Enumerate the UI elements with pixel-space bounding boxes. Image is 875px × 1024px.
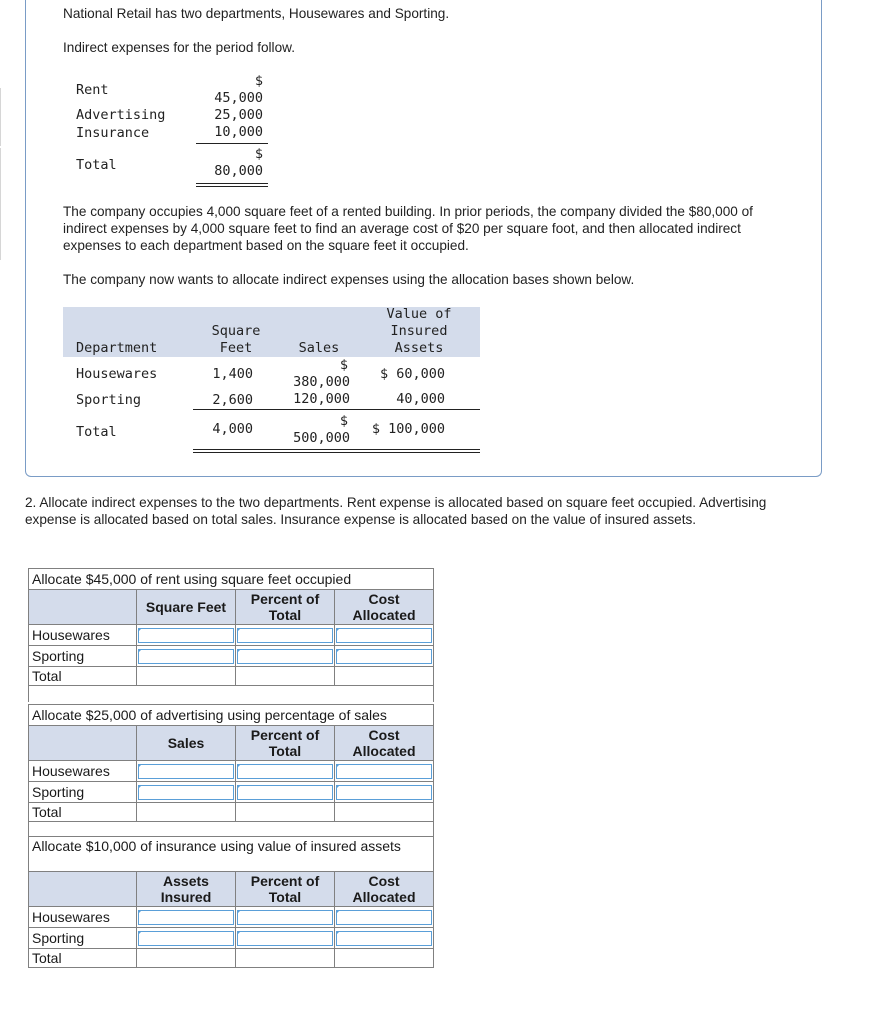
bases-row-sales-dollar: $ [339, 357, 348, 373]
bases-row-sqft: 1,400 [212, 366, 253, 382]
expense-amount-advertising: 25,000 [214, 107, 263, 123]
bases-header-sales: Sales [298, 340, 340, 356]
expense-label-advertising: Advertising [76, 107, 166, 123]
insurance-table-header [29, 872, 434, 907]
table-row [29, 646, 434, 667]
table-row [29, 949, 434, 968]
insurance-sporting-percent-input[interactable] [237, 931, 333, 946]
insurance-housewares-percent-input[interactable] [237, 910, 333, 925]
bases-total-sales-dollar: $ [339, 413, 348, 429]
advertising-sporting-cost-input[interactable] [336, 785, 432, 800]
table-row [29, 782, 434, 803]
bases-header-assets-1: Value of [386, 306, 452, 322]
insurance-housewares-assets-input[interactable] [138, 910, 234, 925]
expense-amount-rent: 45,000 [214, 90, 263, 106]
bases-header-department: Department [76, 340, 158, 356]
bases-row-sales: 380,000 [293, 374, 350, 390]
bases-total-line-1 [193, 449, 480, 450]
advertising-sporting-percent-input[interactable] [237, 785, 333, 800]
expense-label-rent: Rent [76, 82, 109, 98]
row-label: Total [29, 949, 137, 968]
expense-dollar-sign: $ [254, 73, 263, 89]
advertising-header-percent: Percent of Total [236, 726, 335, 761]
table-row [29, 667, 434, 686]
insurance-sporting-assets-input[interactable] [138, 931, 234, 946]
insurance-header-percent: Percent of Total [236, 872, 335, 907]
rent-allocation-table [28, 568, 434, 702]
expense-amount-insurance: 10,000 [214, 124, 263, 140]
expense-label-insurance: Insurance [76, 125, 150, 141]
advertising-total-cost-cell [335, 803, 434, 822]
row-label: Total [29, 803, 137, 822]
expense-total-dollar: $ [254, 146, 263, 162]
rent-total-percent-cell [236, 667, 335, 686]
expense-total-line-1 [196, 183, 268, 184]
rent-table-title: Allocate $45,000 of rent using square feet occupied [29, 569, 434, 590]
row-label: Housewares [29, 761, 137, 782]
rent-header-square-feet: Square Feet [137, 590, 236, 625]
bases-header-assets-2: Insured [390, 323, 448, 339]
rent-header-cost: Cost Allocated [335, 590, 434, 625]
bases-row-dept: Housewares [76, 366, 158, 382]
bases-row-assets: $ 60,000 [379, 366, 445, 382]
rent-sporting-percent-input[interactable] [237, 649, 333, 664]
advertising-housewares-cost-input[interactable] [336, 764, 432, 779]
rent-table-header [29, 590, 434, 625]
expense-subtotal-line [196, 143, 268, 144]
intro-line-2: Indirect expenses for the period follow. [63, 40, 295, 55]
advertising-allocation-table [28, 704, 434, 838]
table-row [29, 625, 434, 646]
insurance-header-cost: Cost Allocated [335, 872, 434, 907]
bases-header-assets-3: Assets [394, 340, 444, 356]
row-label: Sporting [29, 646, 137, 667]
left-edge-tabs [0, 0, 3, 260]
row-label: Housewares [29, 625, 137, 646]
bases-total-dept: Total [76, 424, 117, 440]
row-label: Housewares [29, 907, 137, 928]
table-row [29, 761, 434, 782]
intro-line-1: National Retail has two departments, Housewares and Sporting. [63, 6, 450, 21]
advertising-housewares-percent-input[interactable] [237, 764, 333, 779]
row-label: Sporting [29, 782, 137, 803]
table-row [29, 803, 434, 822]
rent-sporting-square-feet-input[interactable] [138, 649, 234, 664]
insurance-total-cost-cell [335, 949, 434, 968]
row-label: Total [29, 667, 137, 686]
bases-total-sales: 500,000 [293, 430, 350, 446]
table-row [29, 928, 434, 949]
paragraph-new-method: The company now wants to allocate indirect expenses using the allocation bases shown below. [63, 272, 635, 287]
expense-amount-total: 80,000 [214, 163, 263, 179]
rent-total-cost-cell [335, 667, 434, 686]
bases-row-dept: Sporting [76, 392, 142, 408]
bases-total-line-2 [193, 452, 480, 453]
insurance-header-assets: Assets Insured [137, 872, 236, 907]
advertising-housewares-sales-input[interactable] [138, 764, 234, 779]
rent-housewares-square-feet-input[interactable] [138, 628, 234, 643]
insurance-table-title: Allocate $10,000 of insurance using value of insured assets [29, 837, 434, 872]
insurance-allocation-table [28, 836, 434, 968]
bases-subtotal-line [193, 409, 480, 410]
bases-header-sqft-2: Feet [219, 340, 253, 356]
insurance-total-percent-cell [236, 949, 335, 968]
advertising-table-header [29, 726, 434, 761]
advertising-header-cost: Cost Allocated [335, 726, 434, 761]
bases-total-assets: $ 100,000 [371, 421, 445, 437]
advertising-total-percent-cell [236, 803, 335, 822]
bases-header-sqft-1: Square [211, 323, 261, 339]
paragraph-prior-method: The company occupies 4,000 square feet of a rented building. In prior periods, the company divided the $80,000 of indirect expenses by 4,000 square feet to find an average cost of $20 per square foot, and then allocated indirect expenses to each department based on the square feet it occupied. [63, 204, 753, 253]
rent-header-percent: Percent of Total [236, 590, 335, 625]
bases-row-sqft: 2,600 [212, 392, 253, 408]
rent-housewares-cost-input[interactable] [336, 628, 432, 643]
rent-total-square-feet-cell [137, 667, 236, 686]
insurance-sporting-cost-input[interactable] [336, 931, 432, 946]
advertising-header-sales: Sales [137, 726, 236, 761]
insurance-housewares-cost-input[interactable] [336, 910, 432, 925]
advertising-sporting-sales-input[interactable] [138, 785, 234, 800]
expense-total-line-2 [196, 186, 268, 187]
advertising-table-title: Allocate $25,000 of advertising using percentage of sales [29, 705, 434, 726]
rent-housewares-percent-input[interactable] [237, 628, 333, 643]
bases-row-assets: 40,000 [396, 391, 445, 407]
expense-label-total: Total [76, 157, 117, 173]
row-label: Sporting [29, 928, 137, 949]
insurance-total-assets-cell [137, 949, 236, 968]
bases-total-sqft: 4,000 [212, 421, 253, 437]
question-2: 2. Allocate indirect expenses to the two departments. Rent expense is allocated based on square feet occupied. Advertising expense is allocated based on total sales. Insurance expense is allocated based on the value of insured assets. [25, 495, 767, 527]
rent-sporting-cost-input[interactable] [336, 649, 432, 664]
table-row [29, 907, 434, 928]
advertising-total-sales-cell [137, 803, 236, 822]
bases-row-sales: 120,000 [293, 391, 350, 407]
